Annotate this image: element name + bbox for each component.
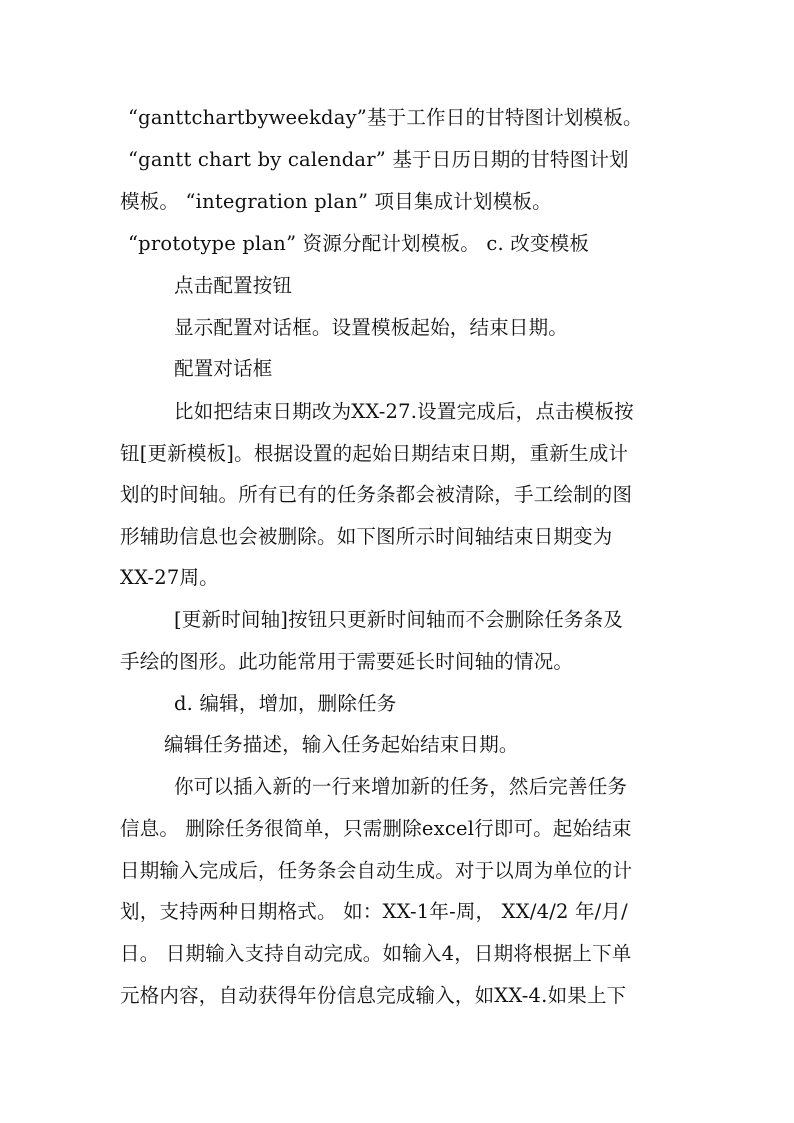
text-line: 比如把结束日期改为XX-27.设置完成后，点击模板按	[174, 400, 634, 423]
text-line: 显示配置对话框。设置模板起始，结束日期。	[174, 316, 569, 339]
text-line: 划的时间轴。所有已有的任务条都会被清除，手工绘制的图	[120, 483, 633, 506]
text-line: d. 编辑，增加，删除任务	[174, 692, 397, 715]
text-line: “prototype plan” 资源分配计划模板。 c. 改变模板	[128, 232, 590, 255]
text-line: 钮[更新模板]。根据设置的起始日期结束日期，重新生成计	[120, 442, 629, 465]
text-line: 模板。 “integration plan” 项目集成计划模板。	[120, 190, 552, 213]
text-line: 形辅助信息也会被删除。如下图所示时间轴结束日期变为	[120, 525, 613, 548]
text-line: 编辑任务描述，输入任务起始结束日期。	[164, 733, 519, 756]
text-line: 配置对话框	[174, 357, 273, 380]
text-line: [更新时间轴]按钮只更新时间轴而不会删除任务条及	[174, 608, 624, 631]
text-line: “ganttchartbyweekday”基于工作日的甘特图计划模板。	[128, 106, 643, 129]
text-line: 点击配置按钮	[174, 274, 293, 297]
text-line: 日期输入完成后，任务条会自动生成。对于以周为单位的计	[120, 859, 633, 882]
text-line: XX-27周。	[120, 566, 219, 589]
text-line: 日。 日期输入支持自动完成。如输入4，日期将根据上下单	[120, 942, 632, 965]
text-line: 元格内容，自动获得年份信息完成输入，如XX-4.如果上下	[120, 984, 627, 1007]
text-line: 划，支持两种日期格式。 如：XX-1年-周， XX/4/2 年/月/	[120, 900, 628, 923]
text-line: 手绘的图形。此功能常用于需要延长时间轴的情况。	[120, 650, 574, 673]
text-line: “gantt chart by calendar” 基于日历日期的甘特图计划	[128, 148, 629, 171]
text-line: 信息。 删除任务很简单，只需删除excel行即可。起始结束	[120, 817, 632, 840]
text-line: 你可以插入新的一行来增加新的任务，然后完善任务	[174, 775, 628, 798]
